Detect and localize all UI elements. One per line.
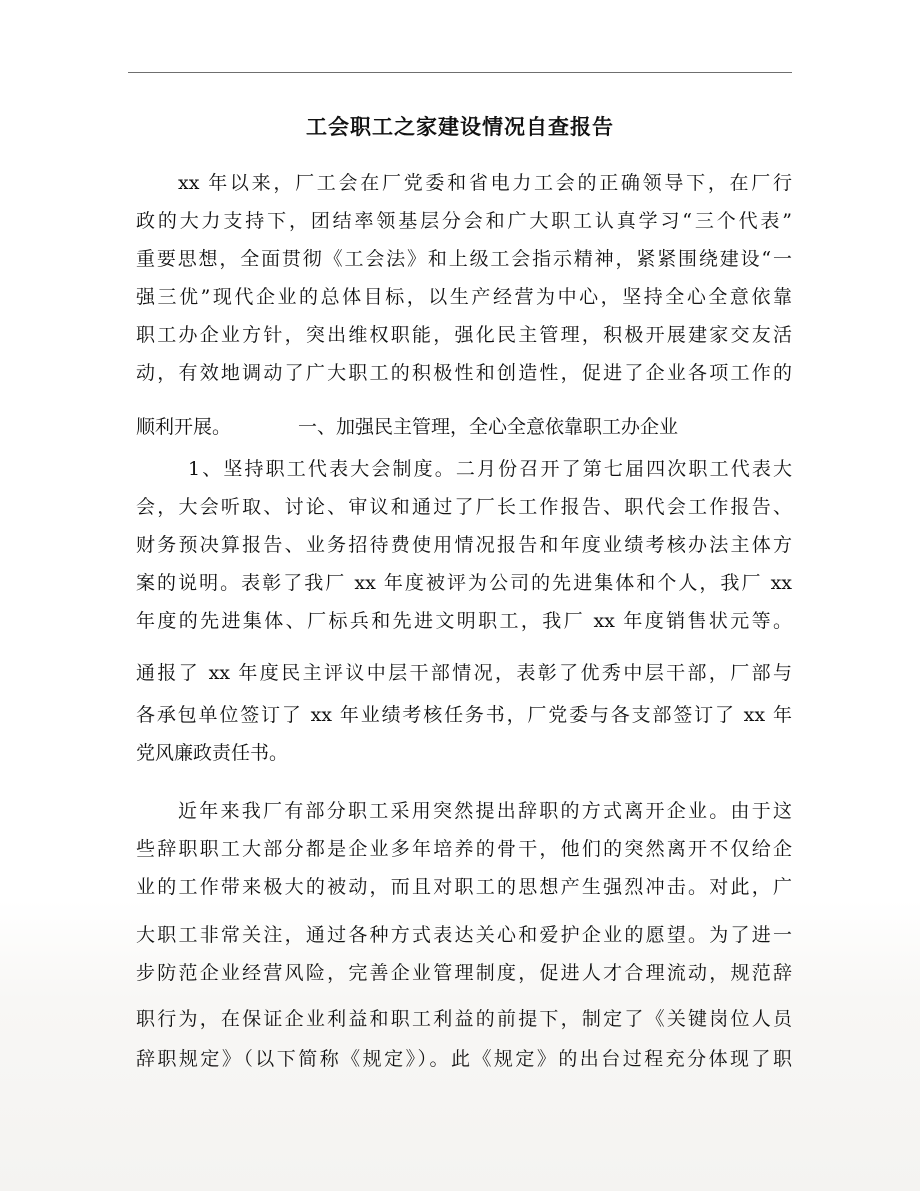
- paragraph-line: 案的说明。表彰了我厂 xx 年度被评为公司的先进集体和个人，我厂 xx: [136, 572, 792, 594]
- header-rule: [128, 72, 792, 73]
- paragraph-line: 年度的先进集体、厂标兵和先进文明职工，我厂 xx 年度销售状元等。: [136, 610, 792, 632]
- paragraph-last-line: 顺利开展。: [136, 416, 232, 438]
- paragraph-line: 职工办企业方针，突出维权职能，强化民主管理，积极开展建家交友活: [136, 324, 792, 346]
- paragraph-line: 职行为，在保证企业利益和职工利益的前提下，制定了《关键岗位人员: [136, 1008, 792, 1030]
- paragraph-line: 会，大会听取、讨论、审议和通过了厂长工作报告、职代会工作报告、: [136, 496, 792, 518]
- paragraph-line: 业的工作带来极大的被动，而且对职工的思想产生强烈冲击。对此，广: [136, 876, 792, 898]
- paragraph-line: 强三优”现代企业的总体目标，以生产经营为中心，坚持全心全意依靠: [136, 286, 792, 308]
- paragraph-line-with-heading: [136, 412, 736, 442]
- paragraph-line: 重要思想，全面贯彻《工会法》和上级工会指示精神，紧紧围绕建设“一: [136, 248, 792, 270]
- paragraph-line: 步防范企业经营风险，完善企业管理制度，促进人才合理流动，规范辞: [136, 962, 792, 984]
- paragraph-line: 1、坚持职工代表大会制度。二月份召开了第七届四次职工代表大: [188, 458, 792, 480]
- section-heading: 一、加强民主管理，全心全意依靠职工办企业: [298, 416, 679, 438]
- paragraph-line: 些辞职职工大部分都是企业多年培养的骨干，他们的突然离开不仅给企: [136, 838, 792, 860]
- paragraph-line: 政的大力支持下，团结率领基层分会和广大职工认真学习“三个代表”: [136, 210, 792, 232]
- paragraph-line: 各承包单位签订了 xx 年业绩考核任务书，厂党委与各支部签订了 xx 年: [136, 704, 792, 726]
- paragraph-line: 大职工非常关注，通过各种方式表达关心和爱护企业的愿望。为了进一: [136, 924, 792, 946]
- document-title: 工会职工之家建设情况自查报告: [306, 114, 614, 139]
- paragraph-line: 通报了 xx 年度民主评议中层干部情况，表彰了优秀中层干部，厂部与: [136, 662, 792, 684]
- paragraph-line: xx 年以来，厂工会在厂党委和省电力工会的正确领导下，在厂行: [178, 172, 792, 194]
- paragraph-line: 辞职规定》（以下简称《规定》）。此《规定》的出台过程充分体现了职: [136, 1048, 792, 1070]
- paragraph-last-line: 党风廉政责任书。: [136, 742, 289, 764]
- paragraph-line: 财务预决算报告、业务招待费使用情况报告和年度业绩考核办法主体方: [136, 534, 792, 556]
- paragraph-line: 动，有效地调动了广大职工的积极性和创造性，促进了企业各项工作的: [136, 362, 792, 384]
- paragraph-line: 近年来我厂有部分职工采用突然提出辞职的方式离开企业。由于这: [178, 800, 792, 822]
